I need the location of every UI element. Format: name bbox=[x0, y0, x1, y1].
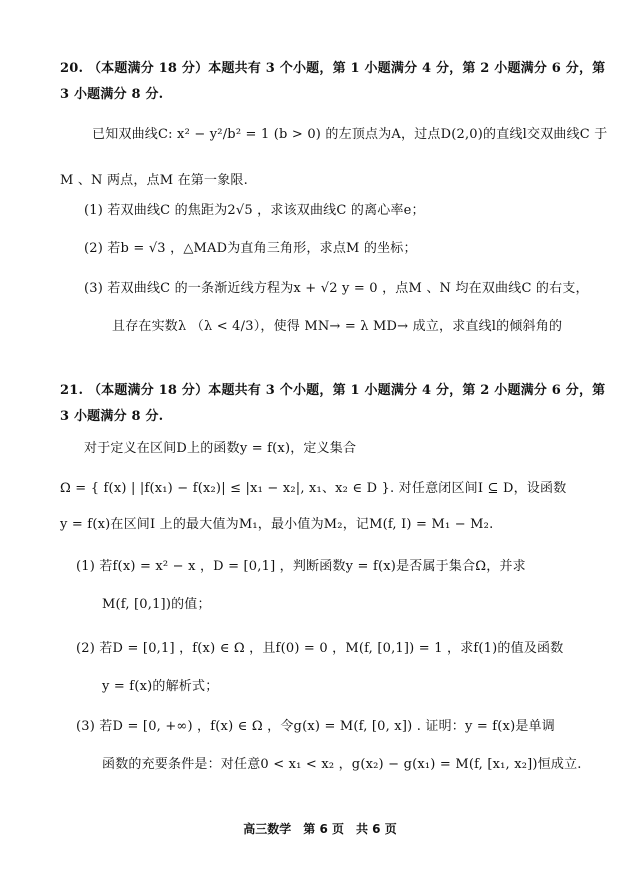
q21-stem-line1: 对于定义在区间D上的函数y = f(x)，定义集合 bbox=[84, 441, 357, 456]
q21-part1-line2: M(f, [0,1])的值； bbox=[102, 597, 211, 612]
q20-stem-line2: M 、N 两点，点M 在第一象限. bbox=[60, 173, 248, 188]
q20-header-line1: 20. （本题满分 18 分）本题共有 3 个小题，第 1 小题满分 4 分，第 2 小题满分 6 分，第 bbox=[60, 61, 606, 76]
q21-stem-line3: y = f(x)在区间I 上的最大值为M₁，最小值为M₂，记M(f, I) = M₁ − M₂. bbox=[60, 517, 494, 532]
q21-header-line2: 3 小题满分 8 分. bbox=[60, 409, 164, 424]
q20-part1: (1) 若双曲线C 的焦距为2√5 ，求该双曲线C 的离心率e； bbox=[84, 203, 425, 218]
q21-stem-line2: Ω = { f(x) | |f(x₁) − f(x₂)| ≤ |x₁ − x₂|, x₁、x₂ ∈ D }. 对任意闭区间I ⊆ D，设函数 bbox=[60, 481, 567, 496]
q21-part2-line2: y = f(x)的解析式； bbox=[102, 679, 219, 694]
q20-part3-line1: (3) 若双曲线C 的一条渐近线方程为x + √2 y = 0 ，点M 、N 均在双曲线C 的右支， bbox=[84, 281, 589, 296]
page-footer: 高三数学 第 6 页 共 6 页 bbox=[243, 822, 397, 836]
q21-part3-line2: 函数的充要条件是：对任意0 < x₁ < x₂ ，g(x₂) − g(x₁) = M(f, [x₁, x₂])恒成立. bbox=[102, 757, 582, 772]
q20-stem-line1: 已知双曲线C: x² − y²/b² = 1 (b > 0) 的左顶点为A，过点D(2,0)的直线l交双曲线C 于 bbox=[92, 127, 608, 142]
q21-part3-line1: (3) 若D = [0, +∞) ，f(x) ∈ Ω ，令g(x) = M(f, [0, x]) . 证明：y = f(x)是单调 bbox=[76, 719, 555, 734]
q20-header-line2: 3 小题满分 8 分. bbox=[60, 87, 164, 102]
q21-part2-line1: (2) 若D = [0,1] ，f(x) ∈ Ω ，且f(0) = 0 ，M(f, [0,1]) = 1 ，求f(1)的值及函数 bbox=[76, 641, 564, 656]
q20-part2: (2) 若b = √3 ，△MAD为直角三角形，求点M 的坐标； bbox=[84, 241, 417, 256]
q21-header-line1: 21. （本题满分 18 分）本题共有 3 个小题，第 1 小题满分 4 分，第 2 小题满分 6 分，第 bbox=[60, 383, 606, 398]
q20-part3-line2: 且存在实数λ （λ < 4/3），使得 MN→ = λ MD→ 成立，求直线l的倾斜角的 bbox=[112, 319, 563, 334]
q21-part1-line1: (1) 若f(x) = x² − x ，D = [0,1] ，判断函数y = f(x)是否属于集合Ω，并求 bbox=[76, 559, 526, 574]
